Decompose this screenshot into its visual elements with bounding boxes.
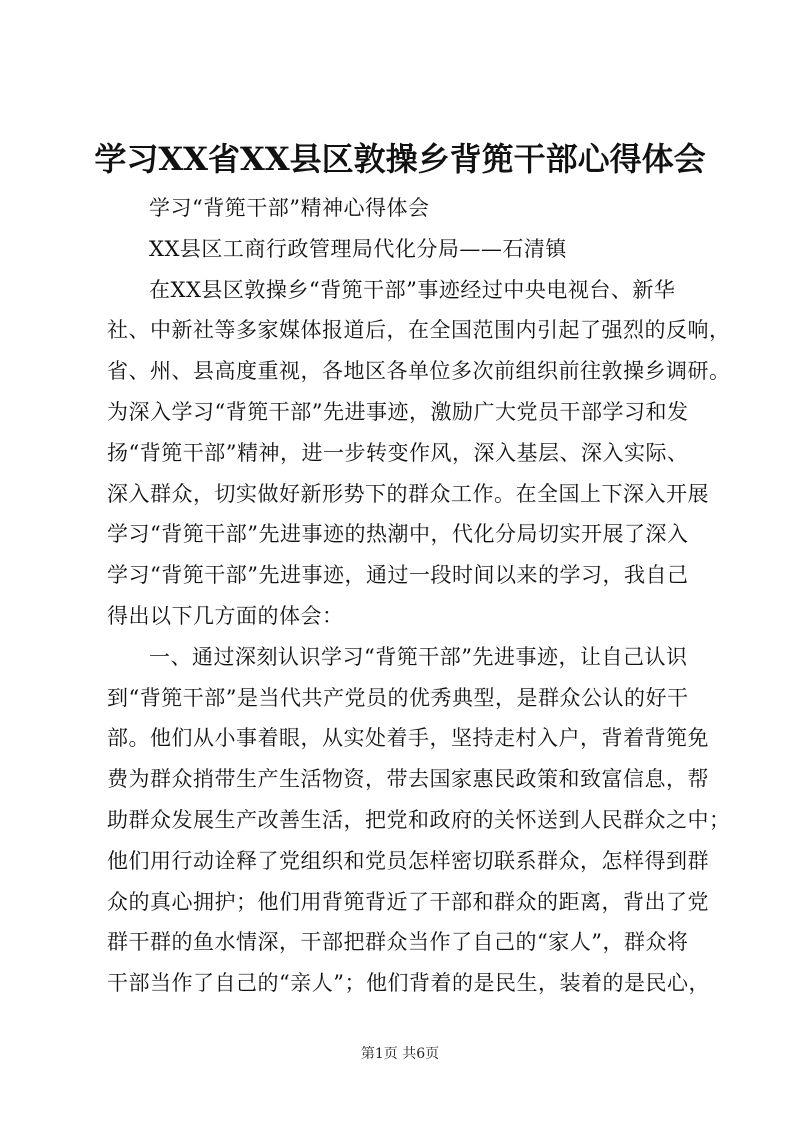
text-line: 省、州、县高度重视，各地区各单位多次前组织前往敦操乡调研。 bbox=[107, 359, 731, 384]
text-line: 费为群众捎带生产生活物资，带去国家惠民政策和致富信息，帮 bbox=[107, 767, 709, 792]
body-text bbox=[107, 188, 731, 1004]
page-title: 学习XX省XX县区敦操乡背篼干部心得体会 bbox=[94, 140, 706, 178]
text-line: 群干群的鱼水情深，干部把群众当作了自己的“家人”，群众将 bbox=[107, 930, 689, 955]
text-line: 众的真心拥护；他们用背篼背近了干部和群众的距离，背出了党 bbox=[107, 889, 709, 914]
text-line: 在XX县区敦操乡“背篼干部”事迹经过中央电视台、新华 bbox=[149, 277, 676, 302]
text-line: 深入群众，切实做好新形势下的群众工作。在全国上下深入开展 bbox=[107, 481, 709, 506]
text-line: 他们用行动诠释了党组织和党员怎样密切联系群众，怎样得到群 bbox=[107, 848, 709, 873]
text-line: 到“背篼干部”是当代共产党员的优秀典型，是群众公认的好干 bbox=[107, 685, 689, 710]
text-line: 学习“背篼干部”精神心得体会 bbox=[149, 196, 430, 220]
page-footer: 第1页 共6页 bbox=[360, 1046, 440, 1062]
text-line: 得出以下几方面的体会： bbox=[107, 603, 344, 628]
text-line: 社、中新社等多家媒体报道后，在全国范围内引起了强烈的反响， bbox=[107, 318, 731, 343]
text-line: 一、通过深刻认识学习“背篼干部”先进事迹，让自己认识 bbox=[149, 644, 688, 669]
text-line: XX县区工商行政管理局代化分局——石清镇 bbox=[149, 236, 567, 261]
text-line: 学习“背篼干部”先进事迹，通过一段时间以来的学习，我自己 bbox=[107, 563, 689, 588]
text-line: 扬“背篼干部”精神，进一步转变作风，深入基层、深入实际、 bbox=[107, 440, 689, 465]
text-line: 学习“背篼干部”先进事迹的热潮中，代化分局切实开展了深入 bbox=[107, 522, 689, 547]
text-line: 部。他们从小事着眼，从实处着手，坚持走村入户，背着背篼免 bbox=[107, 726, 709, 751]
text-line: 为深入学习“背篼干部”先进事迹，激励广大党员干部学习和发 bbox=[107, 399, 689, 424]
text-line: 干部当作了自己的“亲人”；他们背着的是民生，装着的是民心， bbox=[107, 971, 710, 996]
text-line: 助群众发展生产改善生活，把党和政府的关怀送到人民群众之中； bbox=[107, 807, 731, 832]
